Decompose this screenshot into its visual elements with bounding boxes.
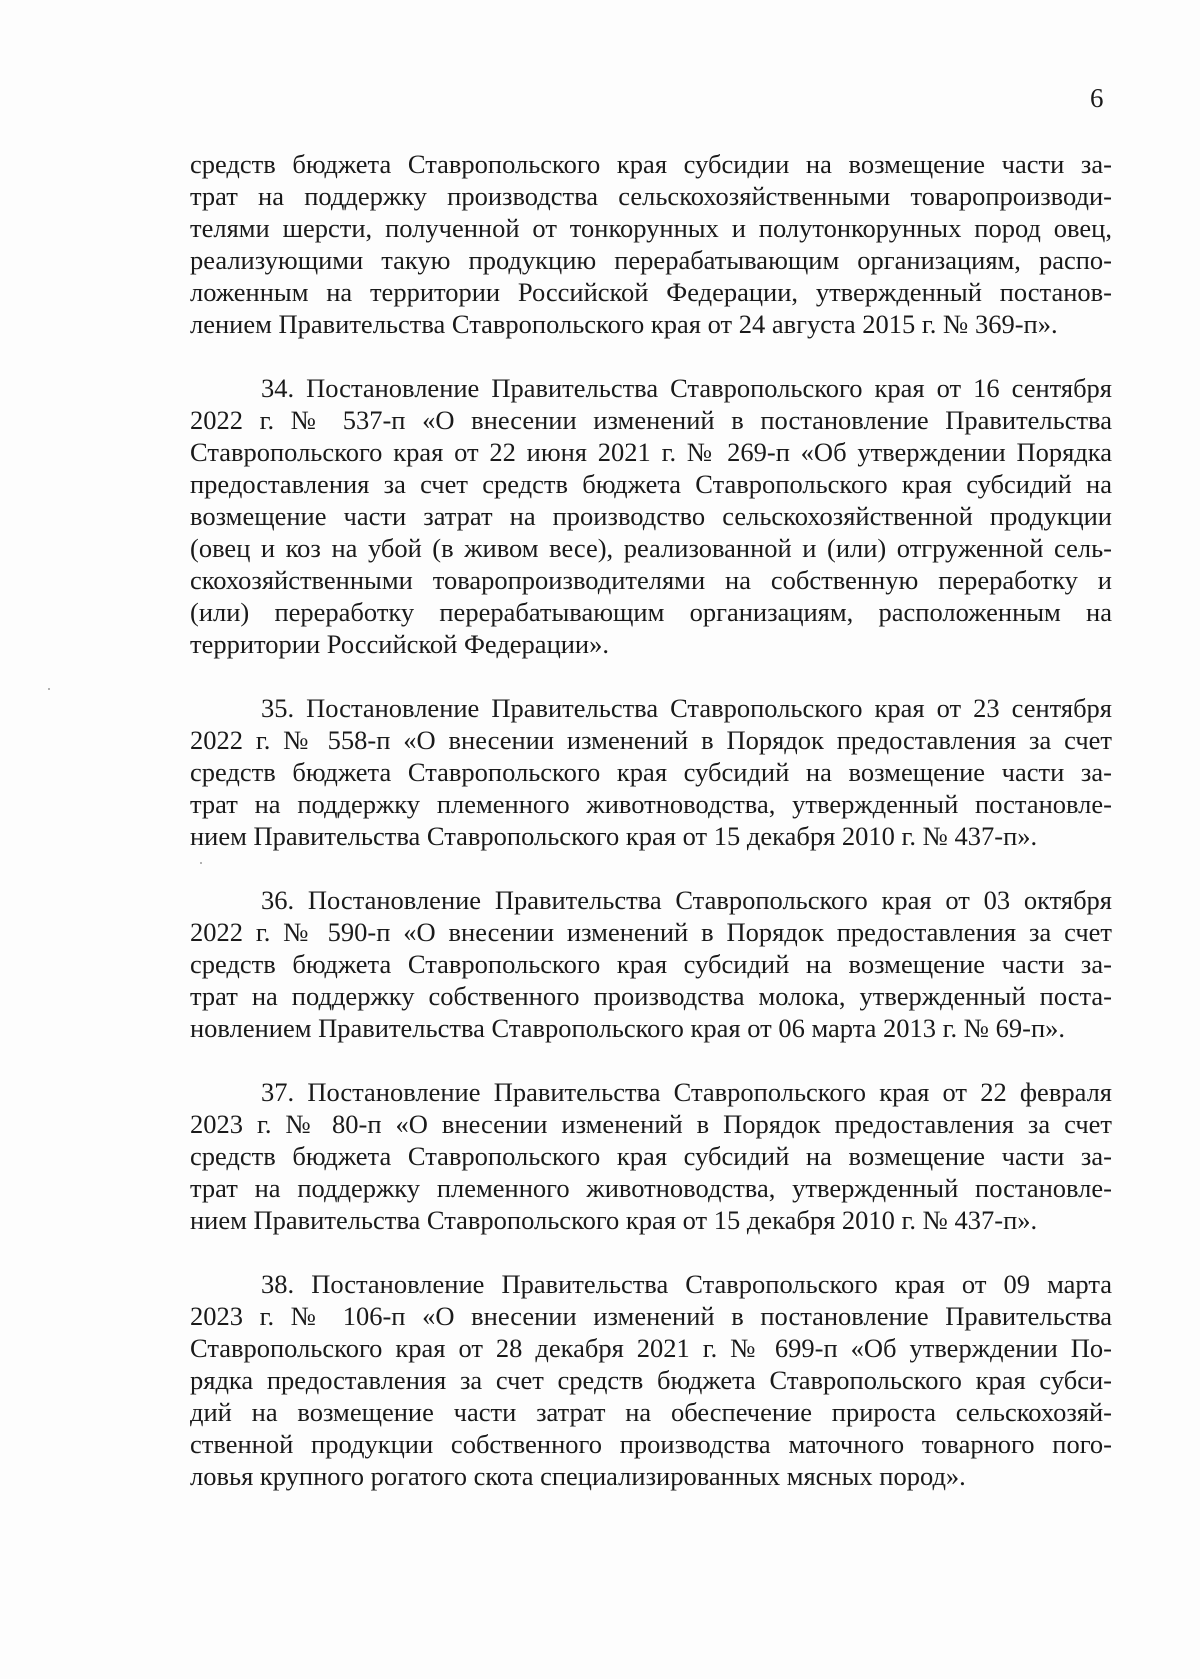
text-line: трат на поддержку племенного животноводства, утвержденный постановле- (190, 1173, 1112, 1203)
text-line: 34. Постановление Правительства Ставропольского края от 16 сентября (261, 373, 1112, 403)
text-line: 37. Постановление Правительства Ставропольского края от 22 февраля (261, 1077, 1112, 1107)
text-line: ственной продукции собственного производства маточного товарного пого- (190, 1429, 1112, 1459)
text-line: 38. Постановление Правительства Ставропольского края от 09 марта (261, 1269, 1112, 1299)
text-line: возмещение части затрат на производство сельскохозяйственной продукции (190, 501, 1112, 531)
paragraph-item-37 (190, 1076, 1112, 1236)
text-line: новлением Правительства Ставропольского края от 06 марта 2013 г. № 69-п». (190, 1013, 1066, 1043)
text-line: предоставления за счет средств бюджета Ставропольского края субсидий на (190, 469, 1112, 499)
text-line: 2022 г. № 590-п «О внесении изменений в Порядок предоставления за счет (190, 917, 1112, 947)
text-line: Ставропольского края от 28 декабря 2021 г. № 699-п «Об утверждении По- (190, 1333, 1112, 1363)
scan-speck (200, 862, 202, 864)
paragraph-item-36 (190, 884, 1112, 1044)
text-line: средств бюджета Ставропольского края субсидии на возмещение части за- (190, 149, 1112, 179)
text-line: 2023 г. № 106-п «О внесении изменений в постановление Правительства (190, 1301, 1112, 1331)
paragraph-item-38 (190, 1268, 1112, 1492)
text-line: ложенным на территории Российской Федерации, утвержденный постанов- (190, 277, 1112, 307)
scan-speck (48, 688, 50, 690)
text-line: реализующими такую продукцию перерабатывающим организациям, распо- (190, 245, 1112, 275)
text-line: 2023 г. № 80-п «О внесении изменений в Порядок предоставления за счет (190, 1109, 1112, 1139)
text-line: рядка предоставления за счет средств бюджета Ставропольского края субси- (190, 1365, 1112, 1395)
text-line: средств бюджета Ставропольского края субсидий на возмещение части за- (190, 757, 1112, 787)
text-line: 36. Постановление Правительства Ставропольского края от 03 октября (261, 885, 1112, 915)
text-line: скохозяйственными товаропроизводителями на собственную переработку и (190, 565, 1112, 595)
text-line: Ставропольского края от 22 июня 2021 г. № 269-п «Об утверждении Порядка (190, 437, 1112, 467)
text-line: территории Российской Федерации». (190, 629, 609, 659)
text-line: ловья крупного рогатого скота специализированных мясных пород». (190, 1461, 966, 1491)
text-line: (овец и коз на убой (в живом весе), реализованной и (или) отгруженной сель- (190, 533, 1112, 563)
text-line: средств бюджета Ставропольского края субсидий на возмещение части за- (190, 949, 1112, 979)
text-line: трат на поддержку собственного производства молока, утвержденный поста- (190, 981, 1112, 1011)
text-line: (или) переработку перерабатывающим организациям, расположенным на (190, 597, 1112, 627)
text-line: нием Правительства Ставропольского края от 15 декабря 2010 г. № 437-п». (190, 821, 1038, 851)
text-line: трат на поддержку племенного животноводства, утвержденный постановле- (190, 789, 1112, 819)
document-body (190, 148, 1112, 1524)
text-line: 2022 г. № 558-п «О внесении изменений в Порядок предоставления за счет (190, 725, 1112, 755)
text-line: 35. Постановление Правительства Ставропольского края от 23 сентября (261, 693, 1112, 723)
text-line: трат на поддержку производства сельскохозяйственными товаропроизводи- (190, 181, 1112, 211)
paragraph-item-35 (190, 692, 1112, 852)
paragraph-item-34 (190, 372, 1112, 660)
text-line: лением Правительства Ставропольского края от 24 августа 2015 г. № 369-п». (190, 309, 1058, 339)
text-line: дий на возмещение части затрат на обеспечение прироста сельскохозяй- (190, 1397, 1112, 1427)
paragraph-continuation (190, 148, 1112, 340)
text-line: телями шерсти, полученной от тонкорунных и полутонкорунных пород овец, (190, 213, 1112, 243)
page-number: 6 (1090, 83, 1104, 113)
text-line: 2022 г. № 537-п «О внесении изменений в постановление Правительства (190, 405, 1112, 435)
text-line: нием Правительства Ставропольского края от 15 декабря 2010 г. № 437-п». (190, 1205, 1038, 1235)
text-line: средств бюджета Ставропольского края субсидий на возмещение части за- (190, 1141, 1112, 1171)
